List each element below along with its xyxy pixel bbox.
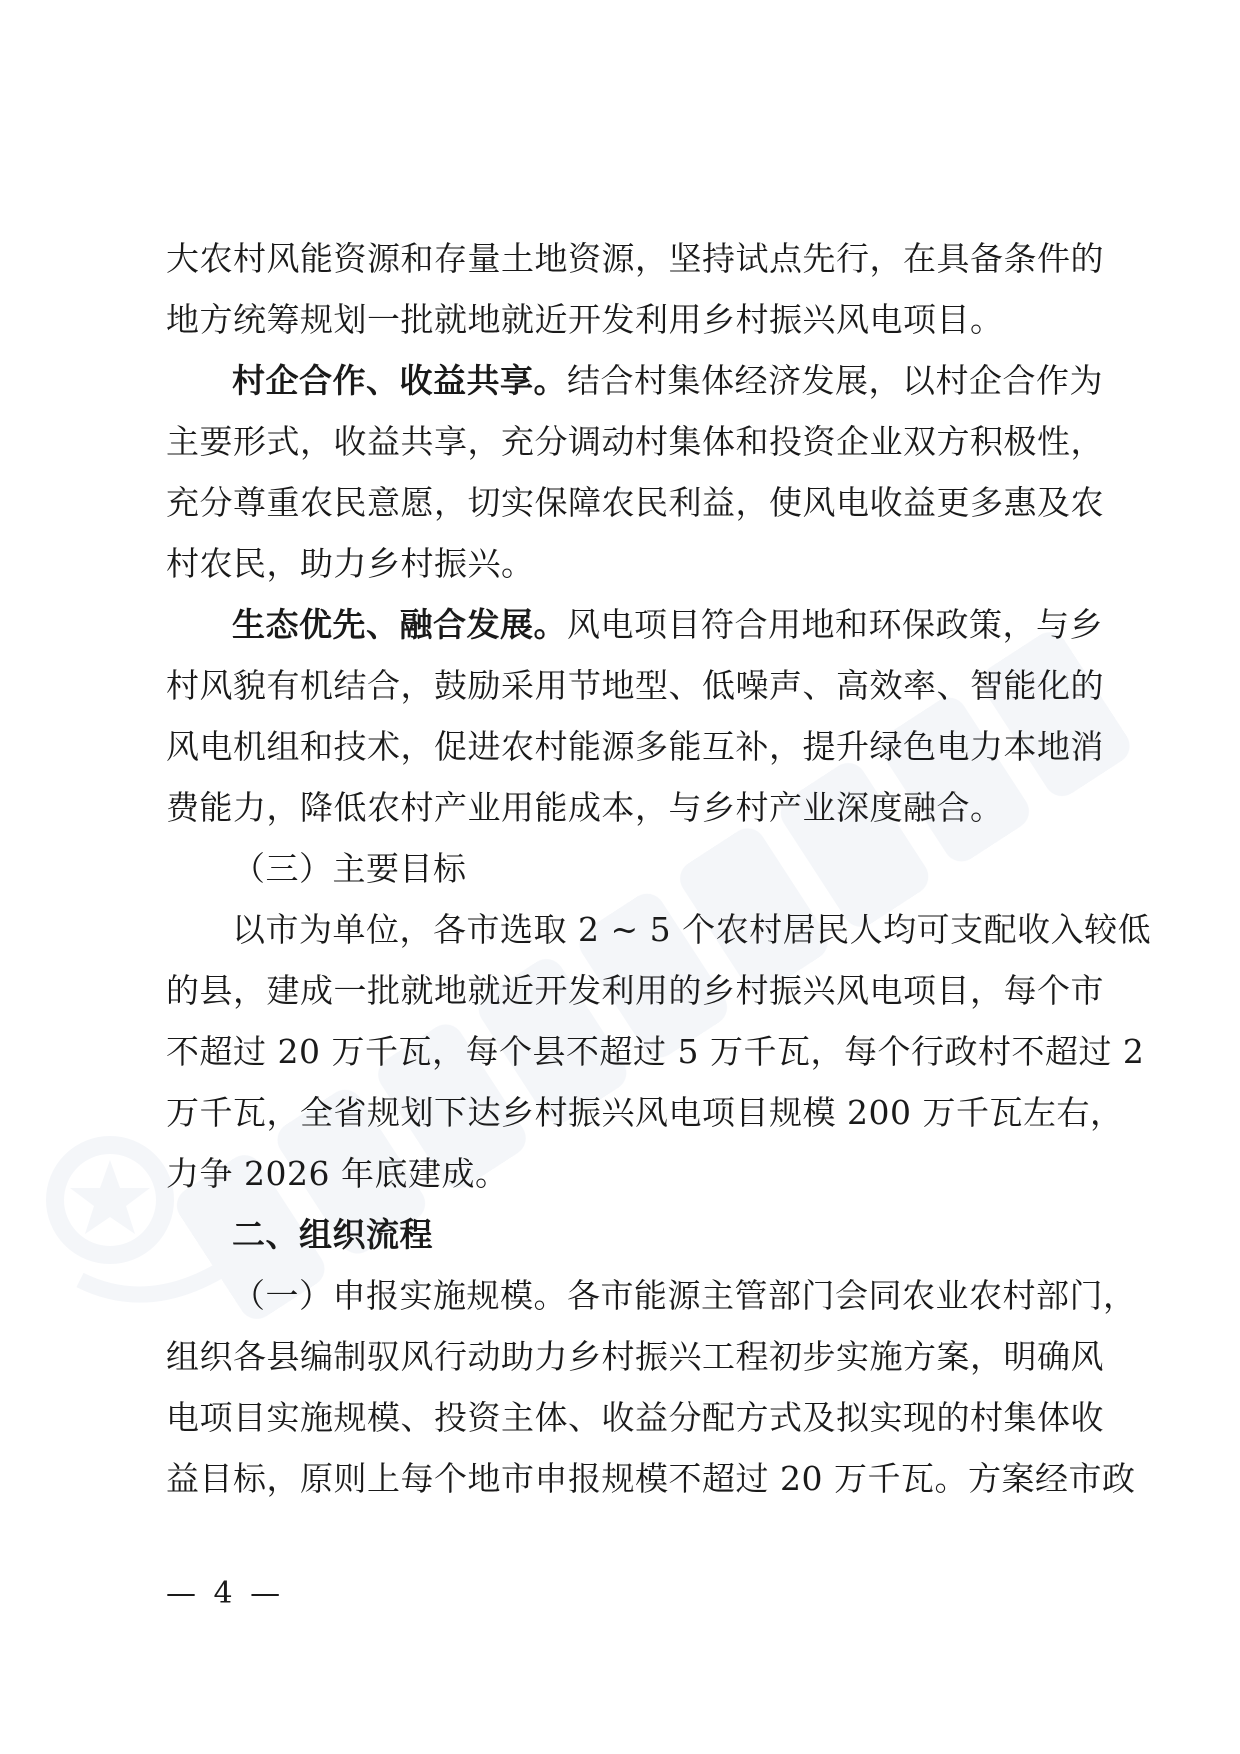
paragraph-first-line	[166, 350, 1103, 411]
text-line: 风电机组和技术，促进农村能源多能互补，提升绿色电力本地消	[166, 727, 1104, 766]
text-run: 风电项目符合用地和环保政策，与乡	[567, 605, 1103, 644]
text-line: 村风貌有机结合，鼓励采用节地型、低噪声、高效率、智能化的	[166, 666, 1104, 705]
text-line: 村农民，助力乡村振兴。	[166, 544, 535, 583]
section-heading: 二、组织流程	[232, 1215, 433, 1254]
text-line: 的县，建成一批就地就近开发利用的乡村振兴风电项目，每个市	[166, 971, 1104, 1010]
text-line: 地方统筹规划一批就地就近开发利用乡村振兴风电项目。	[166, 300, 1004, 339]
text-line: 充分尊重农民意愿，切实保障农民利益，使风电收益更多惠及农	[166, 483, 1104, 522]
text-line: （一）申报实施规模。各市能源主管部门会同农业农村部门，	[232, 1276, 1137, 1315]
text-line: 主要形式，收益共享，充分调动村集体和投资企业双方积极性，	[166, 422, 1104, 461]
text-run: 结合村集体经济发展，以村企合作为	[567, 361, 1103, 400]
text-line: 力争 2026 年底建成。	[166, 1154, 509, 1193]
page-number: — 4 —	[166, 1576, 285, 1611]
text-line: 电项目实施规模、投资主体、收益分配方式及拟实现的村集体收	[166, 1398, 1104, 1437]
paragraph-first-line	[166, 594, 1103, 655]
bold-lead: 生态优先、融合发展。	[232, 605, 567, 644]
bold-lead: 村企合作、收益共享。	[232, 361, 567, 400]
text-line: 费能力，降低农村产业用能成本，与乡村产业深度融合。	[166, 788, 1004, 827]
document-body	[166, 228, 1152, 1509]
text-line: 万千瓦，全省规划下达乡村振兴风电项目规模 200 万千瓦左右，	[166, 1093, 1124, 1132]
text-line: 以市为单位，各市选取 2 ~ 5 个农村居民人均可支配收入较低	[232, 910, 1152, 949]
text-line: 大农村风能资源和存量土地资源，坚持试点先行，在具备条件的	[166, 239, 1104, 278]
subsection-heading: （三）主要目标	[232, 849, 467, 888]
text-line: 益目标，原则上每个地市申报规模不超过 20 万千瓦。方案经市政	[166, 1459, 1136, 1498]
text-line: 组织各县编制驭风行动助力乡村振兴工程初步实施方案，明确风	[166, 1337, 1104, 1376]
text-line: 不超过 20 万千瓦，每个县不超过 5 万千瓦，每个行政村不超过 2	[166, 1032, 1145, 1071]
